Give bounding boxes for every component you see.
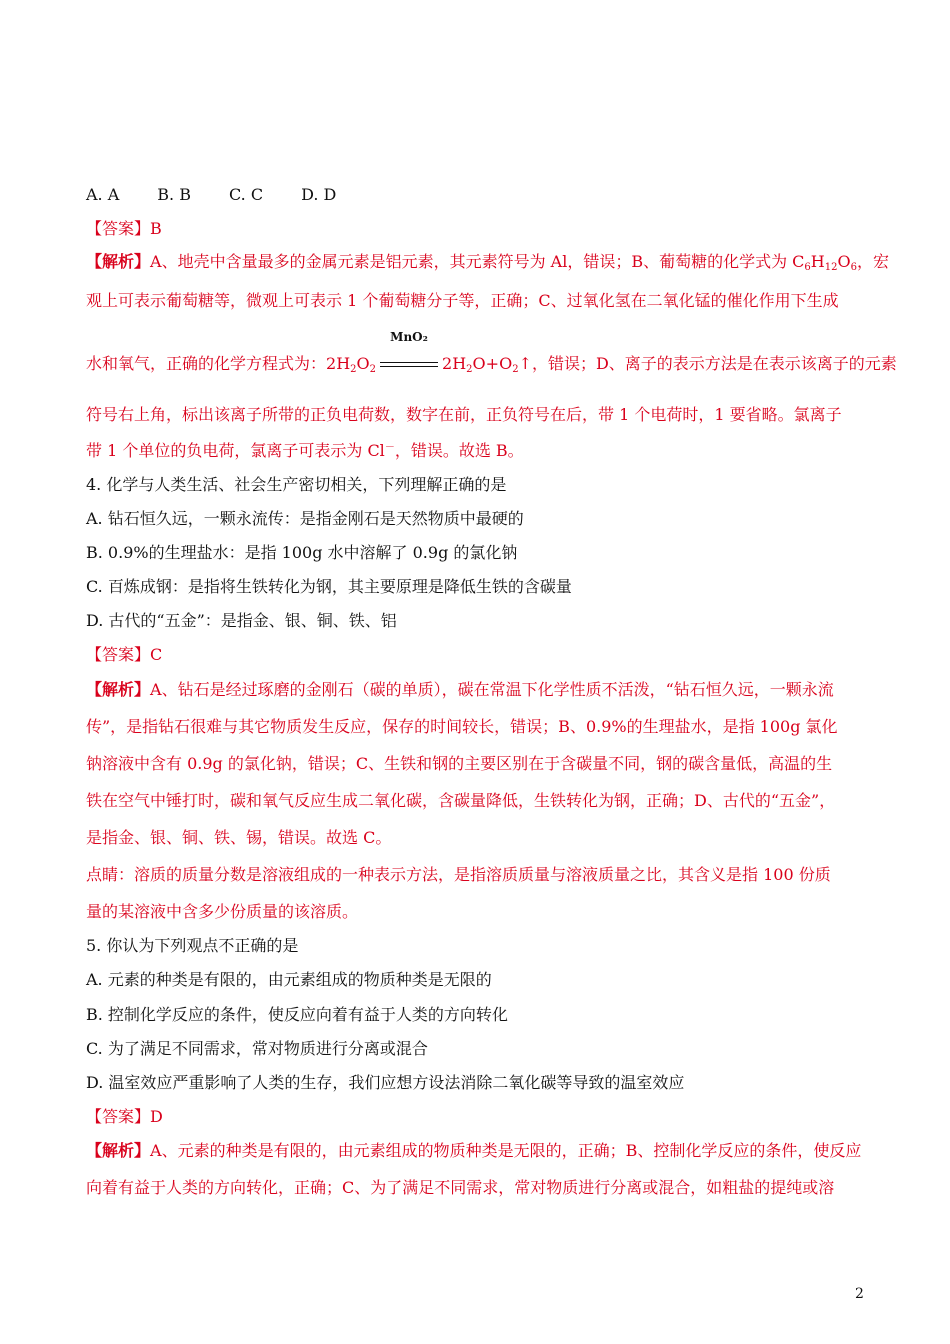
equation-reactant: $2H_2O_2$ [326, 354, 377, 375]
q3-analysis-line-3: 水和氧气，正确的化学方程式为：$2H_2O_2$ MnO₂ $2H_2O+O_2↑$，错误；D、离子的表示方法是在表示该离子的元素 [86, 353, 897, 375]
q3-analysis-line-5: 带 1 个单位的负电荷，氯离子可表示为 Cl－，错误。故选 B。 [86, 441, 524, 460]
q5-option-c: C. 为了满足不同需求，常对物质进行分离或混合 [86, 1039, 428, 1058]
analysis-tag: 【解析】 [86, 252, 151, 271]
q3-options [86, 184, 374, 206]
q3-answer: 【答案】B [86, 219, 162, 238]
q4-tip-line-1: 点睛：溶质的质量分数是溶液组成的一种表示方法，是指溶质质量与溶液质量之比，其含义是指 100 份质 [86, 865, 831, 884]
reaction-arrow [376, 330, 442, 375]
q5-option-d: D. 温室效应严重影响了人类的生存，我们应想方设法消除二氧化碳等导致的温室效应 [86, 1073, 685, 1092]
q5-answer: 【答案】D [86, 1107, 163, 1126]
analysis-tag: 【解析】 [86, 680, 151, 699]
q5-analysis-line-1: 【解析】A、元素的种类是有限的，由元素组成的物质种类是无限的，正确；B、控制化学反应的条件，使反应 [86, 1141, 862, 1160]
q4-tip-line-2: 量的某溶液中含多少份质量的该溶质。 [86, 902, 359, 921]
q3-analysis-line-2: 观上可表示葡萄糖等，微观上可表示 1 个葡萄糖分子等，正确；C、过氧化氢在二氧化锰的催化作用下生成 [86, 291, 839, 310]
page-number: 2 [855, 1286, 864, 1302]
q4-stem: 4. 化学与人类生活、社会生产密切相关，下列理解正确的是 [86, 475, 507, 494]
q3-option-d: D. D [301, 185, 337, 204]
q4-option-a: A. 钻石恒久远，一颗永流传：是指金刚石是天然物质中最硬的 [86, 509, 524, 528]
q5-option-b: B. 控制化学反应的条件，使反应向着有益于人类的方向转化 [86, 1005, 508, 1024]
analysis-tag: 【解析】 [86, 1141, 151, 1160]
q5-option-a: A. 元素的种类是有限的，由元素组成的物质种类是无限的 [86, 970, 492, 989]
q3-option-b: B. B [157, 185, 191, 204]
equation-product: $2H_2O+O_2↑$ [442, 354, 532, 375]
q4-analysis-line-3: 钠溶液中含有 0.9g 的氯化钠，错误；C、生铁和钢的主要区别在于含碳量不同，钢的碳含量低，高温的生 [86, 754, 833, 773]
q4-option-c: C. 百炼成钢：是指将生铁转化为钢，其主要原理是降低生铁的含碳量 [86, 577, 572, 596]
q4-analysis-line-4: 铁在空气中锤打时，碳和氧气反应生成二氧化碳，含碳量降低，生铁转化为钢，正确；D、古代的“五金”， [86, 791, 836, 810]
catalyst-label: MnO₂ [390, 330, 428, 344]
q5-analysis-line-2: 向着有益于人类的方向转化，正确；C、为了满足不同需求，常对物质进行分离或混合，如粗盐的提纯或溶 [86, 1178, 835, 1197]
q3-option-a: A. A [86, 185, 120, 204]
q3-analysis-line-1: 【解析】A、地壳中含量最多的金属元素是铝元素，其元素符号为 Al，错误；B、葡萄糖的化学式为 $C_6H_{12}O_6$，宏 [86, 252, 889, 273]
q4-analysis-line-2: 传”，是指钻石很难与其它物质发生反应，保存的时间较长，错误；B、0.9%的生理盐水，是指 100g 氯化 [86, 717, 838, 736]
q4-analysis-line-5: 是指金、银、铜、铁、锡，错误。故选 C。 [86, 828, 392, 847]
q4-analysis-line-1: 【解析】A、钻石是经过琢磨的金刚石（碳的单质），碳在常温下化学性质不活泼，“钻石恒久远，一颗永流 [86, 680, 834, 699]
q4-answer: 【答案】C [86, 645, 163, 664]
q5-stem: 5. 你认为下列观点不正确的是 [86, 936, 299, 955]
q3-analysis-line-4: 符号右上角，标出该离子所带的正负电荷数，数字在前，正负符号在后，带 1 个电荷时，1 要省略。氯离子 [86, 405, 842, 424]
q3-option-c: C. C [228, 185, 264, 204]
q4-option-b: B. 0.9%的生理盐水：是指 100g 水中溶解了 0.9g 的氯化钠 [86, 543, 518, 562]
q4-option-d: D. 古代的“五金”：是指金、银、铜、铁、铝 [86, 611, 397, 630]
